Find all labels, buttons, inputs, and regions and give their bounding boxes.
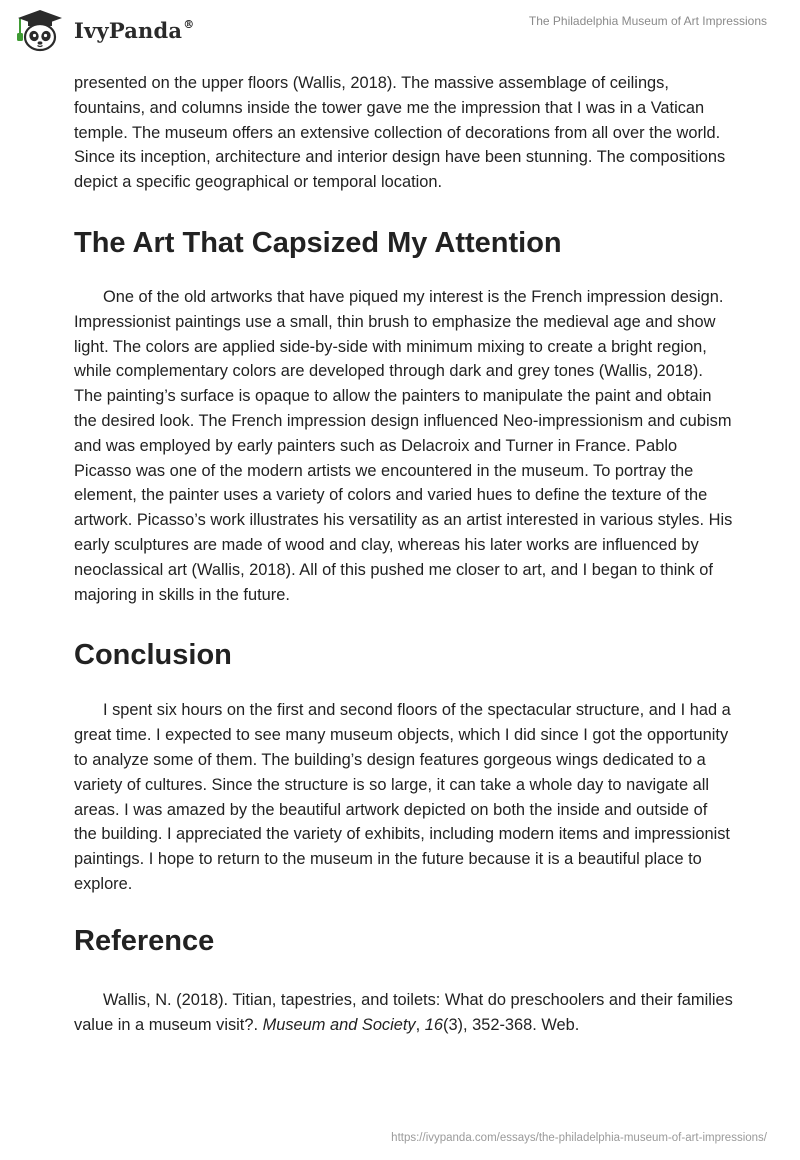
document-title: The Philadelphia Museum of Art Impressions (528, 14, 767, 28)
reference-journal: Museum and Society (262, 1015, 416, 1034)
logo-wordmark (74, 18, 194, 43)
reference-authors-title: Wallis, N. (2018). Titian, tapestries, and toilets: What do preschoolers and their families value in a museum visit?. (74, 990, 733, 1034)
section-heading-conclusion: Conclusion (74, 639, 232, 672)
source-url[interactable]: https://ivypanda.com/essays/the-philadelphia-museum-of-art-impressions/ (391, 1132, 767, 1144)
logo-text: IvyPanda (74, 17, 183, 43)
reference-pages: (3), 352-368. Web. (442, 1015, 580, 1034)
panda-logo-icon (14, 8, 64, 52)
conclusion-paragraph: I spent six hours on the first and second floors of the spectacular structure, and I had a great time. I expected to see many museum objects, which I did since I got the opportunity to analyze some of them. The building’s design features gorgeous wings dedicated to a variety of cultures. Since the structure is so large, it can take a whole day to navigate all areas. I was amazed by the beautiful artwork depicted on both the inside and outside of the building. I appreciated the variety of exhibits, including modern items and impressionist paintings. I hope to return to the museum in the future because it is a beautiful place to explore. (74, 701, 731, 893)
reference-entry (74, 988, 734, 1038)
page-header (0, 0, 800, 60)
reference-volume: 16 (424, 1015, 443, 1034)
section-heading-art: The Art That Capsized My Attention (74, 226, 562, 259)
essay-content (74, 71, 734, 1037)
intro-paragraph: presented on the upper floors (Wallis, 2018). The massive assemblage of ceilings, fountains, and columns inside the tower gave me the impression that I was in a Vatican temple. The museum offers an extensive collection of decorations from all over the world. Since its inception, architecture and interior design have been stunning. The compositions depict a specific geographical or temporal location. (74, 74, 726, 192)
ivypanda-logo[interactable] (14, 8, 194, 52)
art-paragraph: One of the old artworks that have piqued my interest is the French impression design. Impressionist paintings use a small, thin brush to emphasize the medieval age and show light. The colors are applied side-by-side with minimum mixing to create a bright region, while complementary colors are developed through dark and grey tones (Wallis, 2018). The painting’s surface is opaque to allow the painters to manipulate the paint and obtain the desired look. The French impression design influenced Neo-impressionism and cubism and was employed by early painters such as Delacroix and Turner in France. Pablo Picasso was one of the modern artists we encountered in the museum. To portray the element, the painter uses a variety of colors and varied hues to define the texture of the artwork. Picasso’s work illustrates his versatility as an artist interested in various styles. His early sculptures are made of wood and clay, whereas his later works are influenced by neoclassical art (Wallis, 2018). All of this pushed me closer to art, and I began to think of majoring in skills in the future. (74, 287, 733, 604)
registered-mark: ® (183, 17, 195, 31)
reference-separator: , (415, 1015, 425, 1034)
section-heading-reference: Reference (74, 924, 215, 957)
